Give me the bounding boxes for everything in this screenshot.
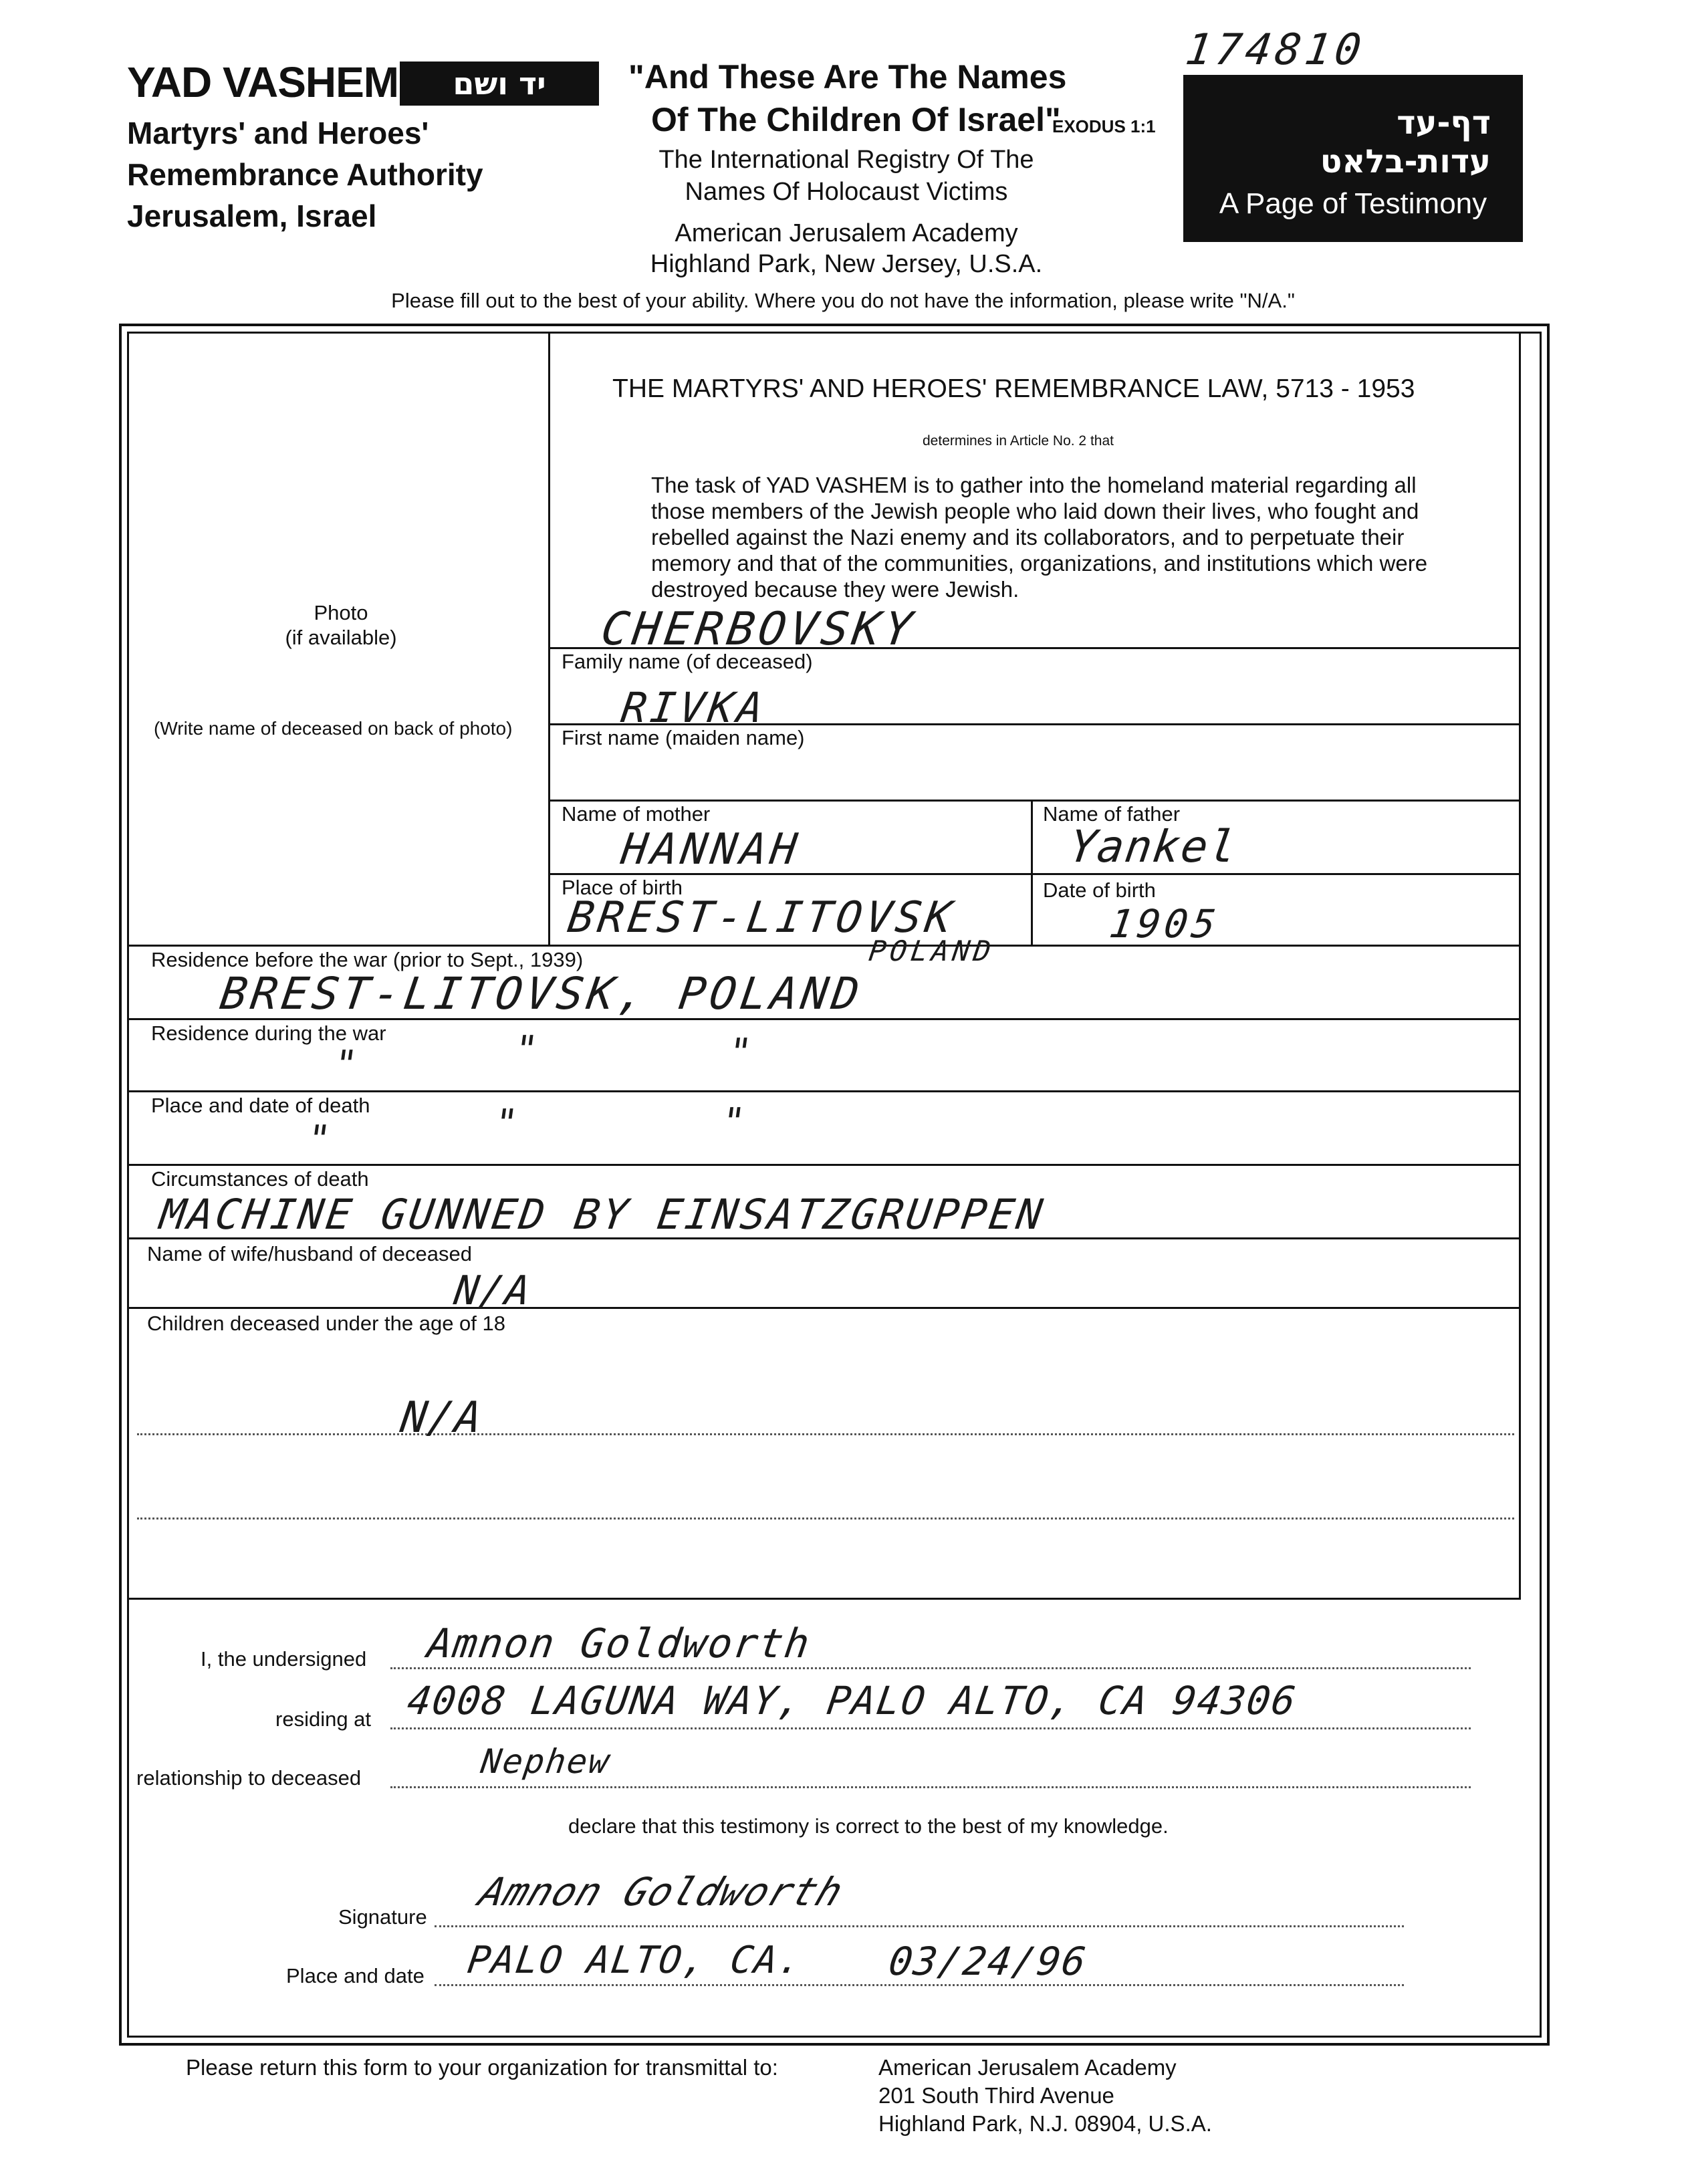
quote-line-1: "And These Are The Names xyxy=(628,58,1067,96)
return-note: Please return this form to your organization for transmittal to: xyxy=(186,2055,778,2080)
birth-place-label: Place of birth xyxy=(562,876,683,899)
place-date-label: Place and date xyxy=(286,1964,425,1987)
father-name-value: Yankel xyxy=(1066,821,1241,872)
org-hebrew-logo: יד ושם xyxy=(400,62,599,106)
ditto-mark: " xyxy=(491,1102,525,1145)
authority-line-1: Martyrs' and Heroes' xyxy=(127,116,429,150)
children-label: Children deceased under the age of 18 xyxy=(147,1312,506,1335)
relationship-label: relationship to deceased xyxy=(136,1766,362,1790)
signature-value: Amnon Goldworth xyxy=(473,1869,850,1915)
ditto-mark: " xyxy=(331,1043,364,1086)
circumstances-value: MACHINE GUNNED BY EINSATZGRUPPEN xyxy=(156,1190,1048,1239)
undersigned-line xyxy=(390,1667,1471,1669)
birth-place-value: BREST-LITOVSK xyxy=(564,893,959,943)
death-place-date-label: Place and date of death xyxy=(151,1094,370,1117)
relationship-line xyxy=(390,1786,1471,1788)
residence-before-label: Residence before the war (prior to Sept., 1939) xyxy=(151,948,584,971)
birth-date-label: Date of birth xyxy=(1043,878,1156,902)
relationship-value: Nephew xyxy=(478,1742,613,1781)
place-value: PALO ALTO, CA. xyxy=(465,1939,806,1982)
residence-before-value: BREST-LITOVSK, POLAND xyxy=(217,968,866,1019)
registry-line-2: Names Of Holocaust Victims xyxy=(685,178,1008,206)
photo-availability: (if available) xyxy=(285,626,397,649)
signature-line xyxy=(435,1925,1404,1927)
instructions: Please fill out to the best of your ability. Where you do not have the information, please write "N/A." xyxy=(391,289,1295,312)
residing-label: residing at xyxy=(275,1707,372,1731)
first-name-value: RIVKA xyxy=(618,683,770,732)
ditto-mark: " xyxy=(719,1100,752,1144)
law-subtitle: determines in Article No. 2 that xyxy=(923,433,1114,449)
law-text: The task of YAD VASHEM is to gather into the homeland material regarding all those members of the Jewish people who laid down their lives, who fought and rebelled against the Nazi enemy and its collaborators, and to perpetuate their memory and that of the communities, organizations, and institutions which were destroyed because they were Jewish. xyxy=(651,473,1428,602)
undersigned-label: I, the undersigned xyxy=(201,1647,367,1671)
rule xyxy=(129,1164,1519,1166)
residing-value: 4008 LAGUNA WAY, PALO ALTO, CA 94306 xyxy=(404,1678,1300,1723)
photo-placeholder xyxy=(254,600,428,650)
dotted-rule xyxy=(137,1433,1514,1435)
birth-date-value: 1905 xyxy=(1106,901,1223,947)
testimony-title: A Page of Testimony xyxy=(1219,187,1487,220)
right-edge-rule xyxy=(1519,334,1521,1600)
address-line-1: American Jerusalem Academy xyxy=(878,2055,1177,2080)
family-name-value: CHERBOVSKY xyxy=(598,603,919,656)
address-line-2: 201 South Third Avenue xyxy=(878,2083,1114,2108)
mother-name-label: Name of mother xyxy=(562,802,711,826)
father-name-label: Name of father xyxy=(1043,802,1181,826)
testimony-hebrew-2: עדות-בלאט xyxy=(1320,143,1491,180)
law-title: THE MARTYRS' AND HEROES' REMEMBRANCE LAW, 5713 - 1953 xyxy=(612,374,1415,403)
family-name-label: Family name (of deceased) xyxy=(562,650,813,673)
children-value: N/A xyxy=(397,1393,486,1443)
declaration-text: declare that this testimony is correct to the best of my knowledge. xyxy=(568,1814,1169,1838)
place-date-line xyxy=(435,1984,1404,1986)
rule xyxy=(129,1598,1519,1600)
residence-during-label: Residence during the war xyxy=(151,1021,386,1045)
quote-reference: EXODUS 1:1 xyxy=(1052,116,1156,136)
spouse-value: N/A xyxy=(451,1267,535,1314)
academy-line-2: Highland Park, New Jersey, U.S.A. xyxy=(650,250,1043,278)
testimony-hebrew-1: דף-עד xyxy=(1397,104,1491,142)
parent-divider xyxy=(1031,800,1033,945)
ditto-mark: " xyxy=(511,1028,545,1072)
photo-divider xyxy=(548,334,550,945)
record-number: 174810 xyxy=(1182,25,1368,75)
undersigned-value: Amnon Goldworth xyxy=(425,1620,814,1667)
spouse-label: Name of wife/husband of deceased xyxy=(147,1242,472,1265)
rule xyxy=(129,945,1519,947)
rule xyxy=(548,800,1519,802)
org-name: YAD VASHEM xyxy=(127,58,399,106)
registry-line-1: The International Registry Of The xyxy=(658,146,1034,174)
authority-line-3: Jerusalem, Israel xyxy=(127,199,377,233)
ditto-mark: " xyxy=(725,1031,759,1074)
mother-name-value: HANNAH xyxy=(618,825,804,874)
rule xyxy=(129,1307,1519,1309)
ditto-mark: " xyxy=(304,1118,338,1161)
testimony-badge xyxy=(1183,75,1523,242)
photo-label: Photo xyxy=(314,601,368,624)
quote-line-2: Of The Children Of Israel" xyxy=(651,101,1061,138)
address-line-3: Highland Park, N.J. 08904, U.S.A. xyxy=(878,2111,1212,2136)
date-value: 03/24/96 xyxy=(886,1939,1090,1984)
circumstances-label: Circumstances of death xyxy=(151,1167,369,1191)
residing-line xyxy=(390,1727,1471,1729)
photo-note: (Write name of deceased on back of photo) xyxy=(154,718,513,739)
authority-line-2: Remembrance Authority xyxy=(127,157,483,192)
birth-place-annotation: POLAND xyxy=(866,935,997,967)
signature-label: Signature xyxy=(338,1905,427,1929)
rule xyxy=(129,1090,1519,1092)
first-name-label: First name (maiden name) xyxy=(562,726,805,749)
academy-line-1: American Jerusalem Academy xyxy=(675,219,1018,247)
dotted-rule xyxy=(137,1518,1514,1520)
